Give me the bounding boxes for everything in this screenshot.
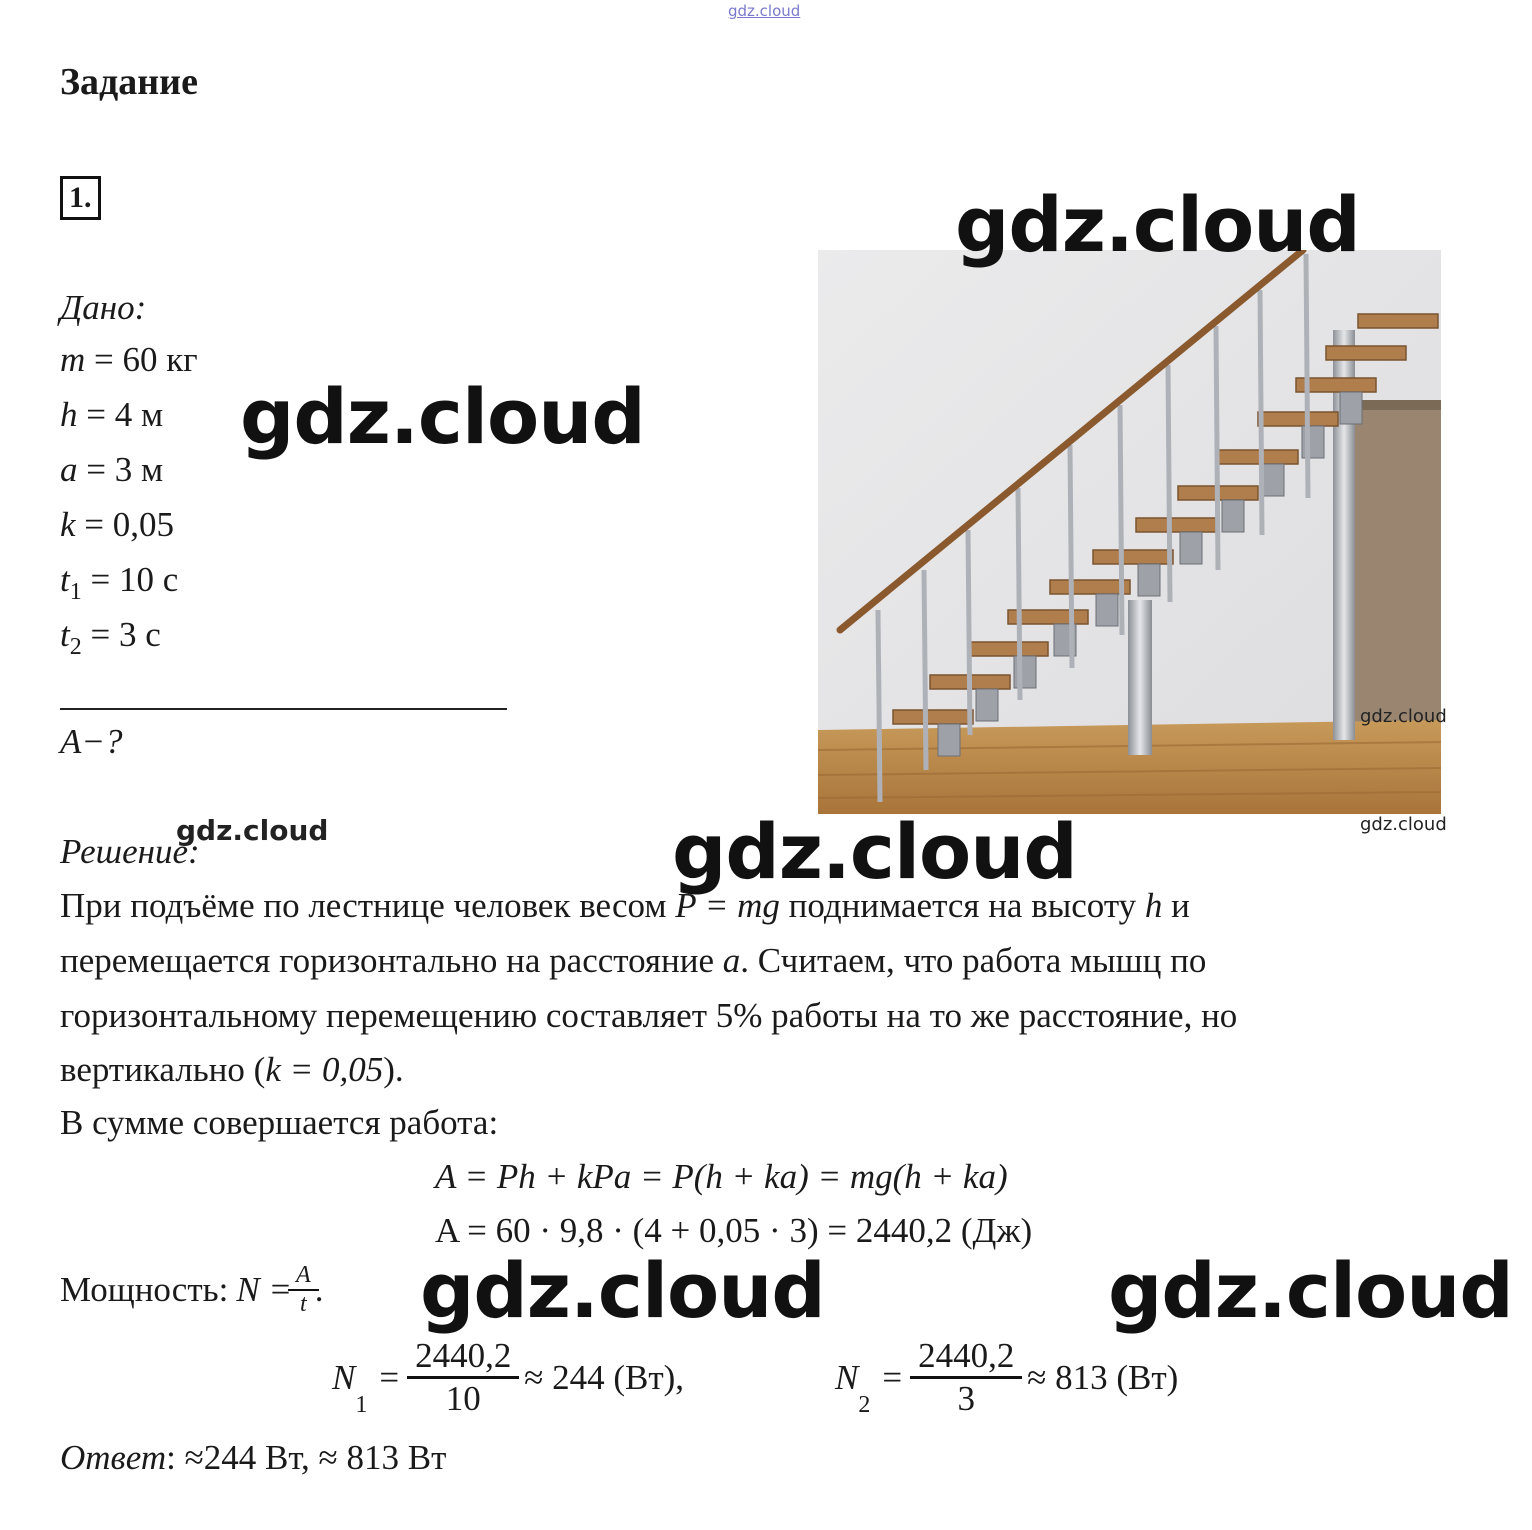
- staircase-illustration: [818, 250, 1441, 814]
- watermark-small-1: gdz.cloud: [1360, 706, 1447, 727]
- given-divider: [60, 708, 507, 710]
- solution-text: перемещается горизонтально на расстояние: [60, 941, 723, 980]
- power-n2: [835, 1336, 1178, 1419]
- var-t1: t: [60, 560, 70, 599]
- n1-sub: 1: [355, 1392, 368, 1418]
- var-a: a: [722, 941, 741, 980]
- power-end: .: [314, 1270, 324, 1309]
- var-t2: t: [60, 615, 70, 654]
- sub-t1: 1: [69, 579, 82, 605]
- power-lhs: N =: [236, 1270, 293, 1309]
- formula-weight: P = mg: [675, 886, 780, 925]
- solution-text: . Считаем, что работа мышц по: [740, 941, 1207, 980]
- solution-paragraph-line-4: [60, 1050, 404, 1090]
- formula-k: k = 0,05: [265, 1050, 384, 1089]
- n2-denominator: 3: [910, 1376, 1022, 1419]
- n2-eq: =: [882, 1357, 903, 1397]
- task-number: 1.: [60, 176, 101, 220]
- equation-work-formula: A = Ph + kPa = P(h + ka) = mg(h + ka): [435, 1157, 1008, 1196]
- given-label: Дано:: [60, 288, 147, 327]
- power-fraction: [292, 1262, 315, 1318]
- var-m: m: [60, 340, 86, 379]
- given-t2: [60, 615, 161, 661]
- n1-var: N: [332, 1357, 356, 1397]
- n2-fraction: [914, 1336, 1018, 1419]
- power-denominator: t: [288, 1289, 319, 1318]
- solution-paragraph-line-1: [60, 886, 1190, 926]
- watermark-4: gdz.cloud: [420, 1246, 825, 1335]
- power-n1: [332, 1336, 684, 1419]
- staircase-photo: [818, 250, 1441, 814]
- find-label: A−?: [60, 722, 123, 761]
- n1-result: ≈ 244 (Вт),: [515, 1357, 685, 1397]
- value-h: = 4 м: [77, 395, 164, 434]
- solution-text: поднимается на высоту: [779, 886, 1145, 925]
- watermark-1: gdz.cloud: [955, 180, 1360, 269]
- n2-numerator: 2440,2: [918, 1336, 1015, 1375]
- var-k: k: [60, 505, 76, 544]
- value-t1: = 10 с: [81, 560, 179, 599]
- power-numerator: A: [296, 1262, 311, 1288]
- var-h: h: [1144, 886, 1163, 925]
- answer-label: Ответ: [60, 1438, 167, 1477]
- given-m: [60, 340, 198, 380]
- solution-text: и: [1162, 886, 1190, 925]
- power-definition: [60, 1262, 323, 1318]
- solution-sum-text: В сумме совершается работа:: [60, 1103, 499, 1142]
- n2-var: N: [835, 1357, 859, 1397]
- solution-text: вертикально (: [60, 1050, 266, 1089]
- n1-numerator: 2440,2: [415, 1336, 512, 1375]
- given-h: [60, 395, 163, 435]
- n1-fraction: [411, 1336, 515, 1419]
- watermark-top: gdz.cloud: [728, 2, 801, 20]
- answer-text: : ≈244 Вт, ≈ 813 Вт: [166, 1438, 447, 1477]
- value-m: = 60 кг: [85, 340, 198, 379]
- given-t1: [60, 560, 178, 606]
- watermark-small-2: gdz.cloud: [1360, 814, 1447, 835]
- watermark-small-3: gdz.cloud: [176, 814, 329, 847]
- answer: [60, 1438, 446, 1478]
- solution-text: ).: [383, 1050, 404, 1089]
- page-title: Задание: [60, 61, 198, 103]
- n1-eq: =: [379, 1357, 400, 1397]
- value-a: = 3 м: [77, 450, 164, 489]
- solution-label: Решение:: [60, 832, 200, 871]
- value-t2: = 3 с: [81, 615, 161, 654]
- power-label: Мощность:: [60, 1270, 229, 1309]
- given-a: [60, 450, 163, 490]
- var-a: a: [60, 450, 78, 489]
- n2-sub: 2: [858, 1392, 871, 1418]
- n2-result: ≈ 813 (Вт): [1018, 1357, 1179, 1397]
- sub-t2: 2: [69, 634, 82, 660]
- value-k: = 0,05: [75, 505, 175, 544]
- n1-denominator: 10: [407, 1376, 519, 1419]
- var-h: h: [60, 395, 78, 434]
- watermark-5: gdz.cloud: [1108, 1246, 1513, 1335]
- equation-work-value: A = 60 · 9,8 · (4 + 0,05 · 3) = 2440,2 (Дж): [435, 1211, 1033, 1250]
- solution-text: При подъёме по лестнице человек весом: [60, 886, 676, 925]
- solution-paragraph-line-2: [60, 941, 1206, 981]
- given-k: [60, 505, 174, 545]
- solution-paragraph-line-3: горизонтальному перемещению составляет 5% работы на то же расстояние, но: [60, 996, 1238, 1035]
- watermark-2: gdz.cloud: [240, 372, 645, 461]
- watermark-3: gdz.cloud: [672, 807, 1077, 896]
